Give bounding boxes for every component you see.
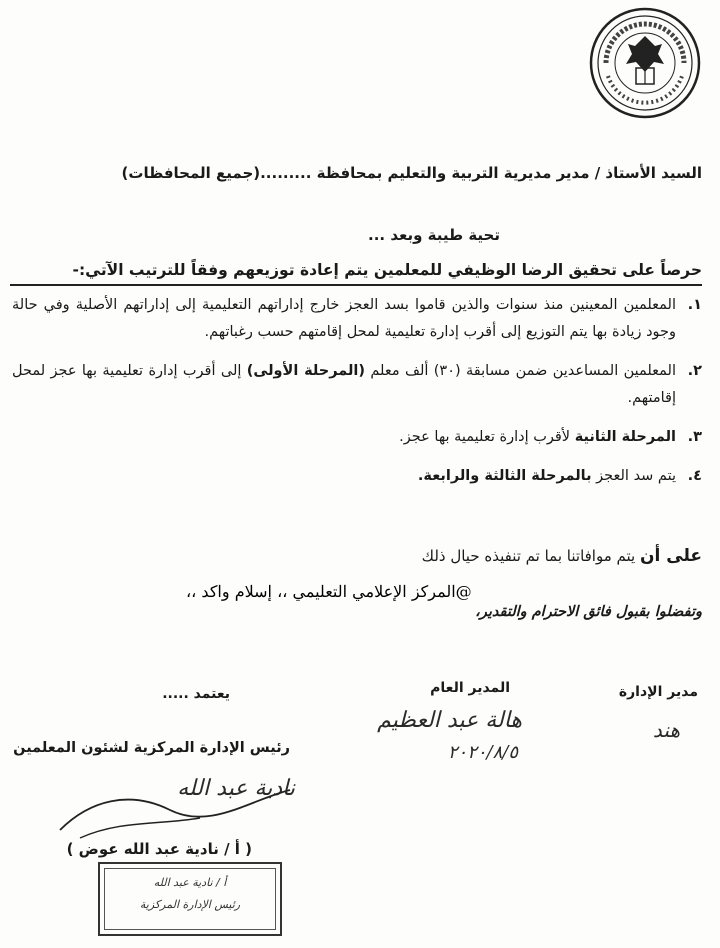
general-manager-signature: هالة عبد العظيم	[377, 708, 522, 733]
item-number: ٣.	[687, 429, 702, 445]
signature-strokes	[50, 780, 300, 840]
dept-manager-signature: هند	[652, 718, 680, 742]
intro-underline	[10, 284, 702, 286]
ministry-seal-logo	[588, 6, 702, 120]
item-text: المرحلة الثانية لأقرب إدارة تعليمية بها عجز.	[399, 429, 676, 445]
items-list	[12, 292, 702, 502]
item-text: المعلمين المساعدين ضمن مسابقة (٣٠) ألف معلم (المرحلة الأولى) إلى أقرب إدارة تعليمية بها عجز لمحل إقامتهم.	[12, 363, 677, 406]
list-item	[12, 424, 702, 451]
dept-manager-title: مدير الإدارة	[618, 684, 698, 700]
closing-line-2: وتفضلوا بقبول فائق الاحترام والتقدير،	[475, 604, 702, 620]
greeting-line: تحية طيبة وبعد ...	[368, 226, 500, 244]
item-number: ٢.	[687, 363, 702, 379]
item-text: يتم سد العجز بالمرحلة الثالثة والرابعة.	[417, 468, 676, 484]
list-item	[12, 292, 702, 346]
approver-signature: نادية عبد الله	[177, 776, 295, 801]
approver-name: ( أ / نادية عبد الله عوض )	[66, 840, 252, 858]
stamp-line-2: رئيس الإدارة المركزية	[139, 898, 241, 911]
closing-line-1: على أن يتم موافاتنا بما تم تنفيذه حيال ذلك	[421, 546, 702, 566]
list-item	[12, 358, 702, 412]
addressee-line: السيد الأستاذ / مدير مديرية التربية والتعليم بمحافظة .........(جميع المحافظات)	[121, 164, 702, 182]
item-number: ١.	[687, 297, 702, 313]
general-manager-title: المدير العام	[430, 680, 510, 696]
official-stamp	[98, 862, 282, 936]
item-text: المعلمين المعينين منذ سنوات والذين قاموا بسد العجز خارج إداراتهم التعليمية إلى إداراتهم الأصلية وفي حالة وجود زيادة بها يتم التوزيع إلى أقرب إدارة تعليمية لمحل إقامتهم حسب رغباتهم.	[12, 297, 676, 340]
approve-title: يعتمد .....	[162, 686, 230, 702]
signature-date: ٢٠٢٠/٨/٥	[447, 742, 518, 763]
list-item	[12, 463, 702, 490]
intro-line: حرصاً على تحقيق الرضا الوظيفي للمعلمين يتم إعادة توزيعهم وفقاً للترتيب الآتي:-	[72, 261, 702, 279]
watermark-text: @المركز الإعلامي التعليمي ،، إسلام واكد ،،	[186, 582, 472, 601]
item-number: ٤.	[687, 468, 702, 484]
approver-position: رئيس الإدارة المركزية لشئون المعلمين	[13, 740, 290, 756]
stamp-line-1: أ / نادية عبد الله	[153, 876, 227, 889]
